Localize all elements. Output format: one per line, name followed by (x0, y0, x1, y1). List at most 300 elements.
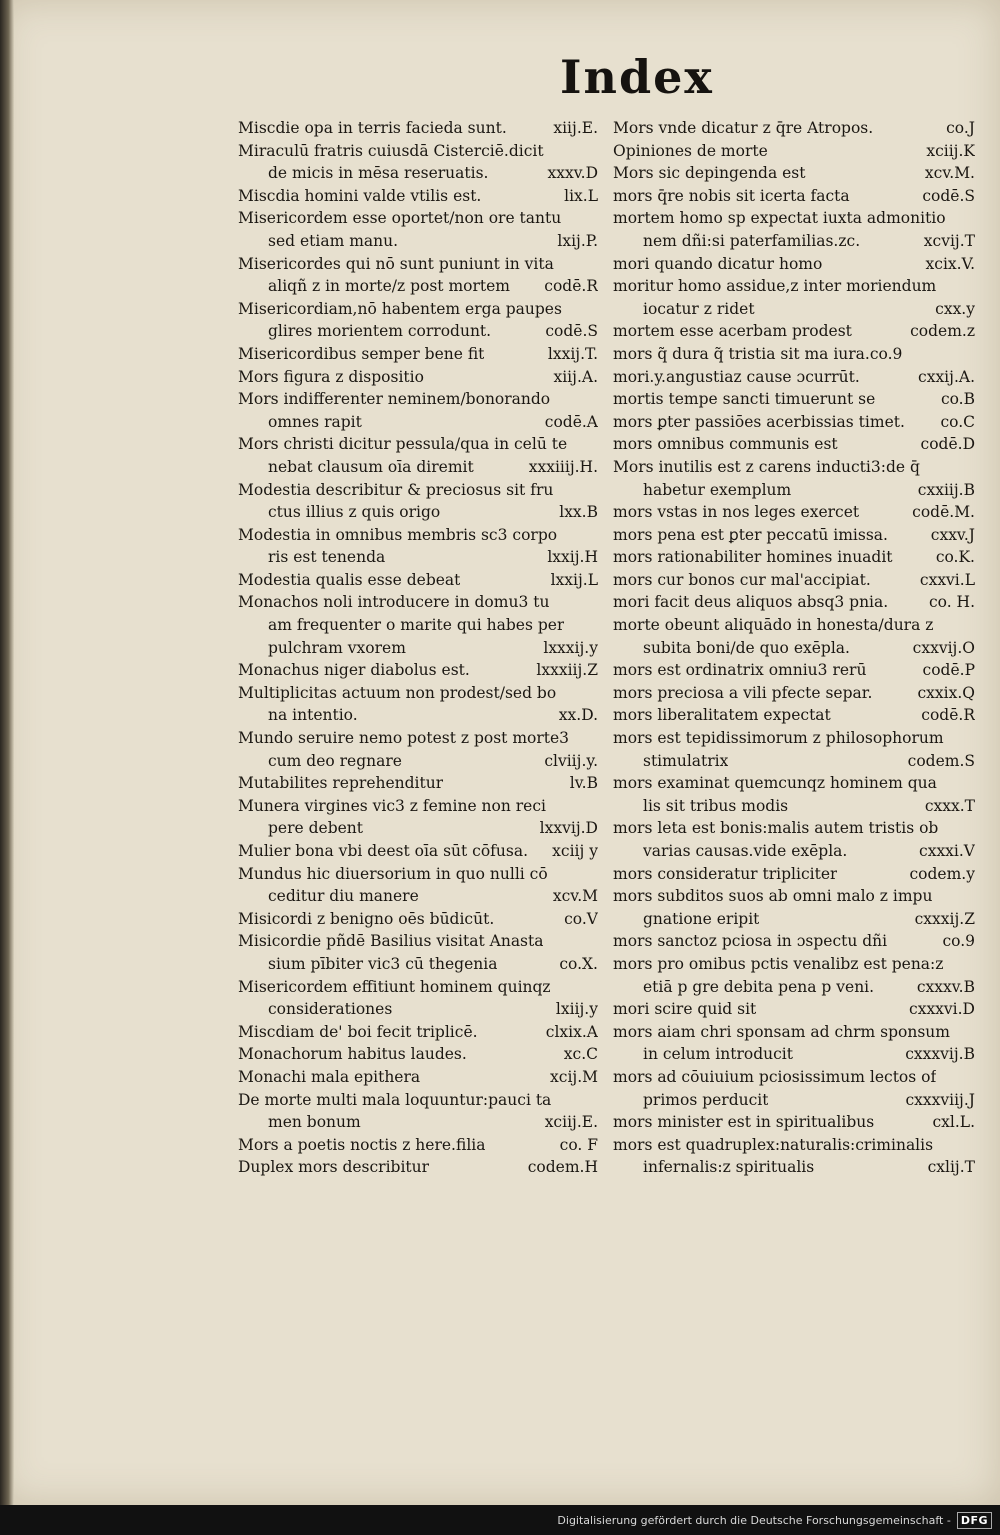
entry-line (613, 637, 975, 660)
index-entry (613, 704, 975, 727)
entry-line (238, 479, 598, 502)
entry-text: Mulier bona vbi deest oīa sūt cōfusa. (238, 842, 529, 860)
entry-text: Mors indifferenter neminem/bonorando (238, 390, 551, 409)
entry-text: morte obeunt aliquādo in honesta/dura z (613, 616, 934, 635)
index-entry (613, 117, 975, 140)
entry-line (613, 343, 975, 366)
index-entry (238, 1134, 598, 1157)
entry-reference: cxxv.J (930, 525, 975, 544)
entry-line (613, 207, 975, 230)
entry-line (613, 140, 975, 163)
entry-line (238, 388, 598, 411)
entry-text: Modestia in omnibus membris sc3 corpo (238, 525, 558, 544)
entry-text: Multiplicitas actuum non prodest/sed bo (238, 683, 557, 702)
entry-line (238, 501, 598, 524)
footer-bar (0, 1505, 1000, 1535)
index-entry (613, 140, 975, 163)
entry-text: mors aiam chri sponsam ad chrm sponsum (613, 1022, 950, 1041)
entry-line (613, 772, 975, 795)
entry-reference: xciij.E. (544, 1113, 598, 1132)
entry-text: men bonum (268, 1113, 361, 1132)
entry-reference: xcvij.T (923, 231, 975, 250)
entry-text: nem dñi:si paterfamilias.zc. (643, 231, 861, 250)
index-entry (613, 411, 975, 434)
entry-text: mors preciosa a vili pfecte separ. (613, 683, 873, 702)
entry-line (238, 863, 598, 886)
entry-text: mors consideratur tripliciter (613, 864, 838, 883)
index-entry (238, 591, 598, 659)
entry-reference: xcv.M. (924, 164, 975, 183)
entry-text: mors pro omibus pctis venalibz est pena:z (613, 954, 944, 973)
index-entry (238, 1089, 598, 1134)
index-entry (238, 117, 598, 140)
index-entry (613, 207, 975, 252)
entry-line (613, 704, 975, 727)
entry-text: am frequenter o marite qui habes per (268, 616, 565, 635)
entry-text: mors cur bonos cur mal'accipiat. (613, 570, 871, 589)
entry-text: Mutabilites reprehenditur (238, 774, 444, 793)
entry-line (238, 343, 598, 366)
entry-reference: codē.D (920, 435, 975, 454)
index-entry (238, 433, 598, 478)
entry-reference: codē.M. (912, 503, 975, 522)
entry-line (238, 817, 598, 840)
entry-line (613, 456, 975, 479)
entry-reference: xcij.M (550, 1067, 598, 1086)
entry-text: mors q̃ dura q̃ tristia sit ma iura.co.9 (613, 344, 903, 363)
entry-line (238, 524, 598, 547)
dfg-logo: DFG (957, 1512, 992, 1529)
index-entry (613, 366, 975, 389)
entry-reference: co.V (564, 909, 598, 928)
entry-text: pulchram vxorem (268, 638, 406, 657)
entry-line (613, 863, 975, 886)
index-entry (238, 298, 598, 343)
index-entry (238, 727, 598, 772)
entry-text: De morte multi mala loquuntur:pauci ta (238, 1090, 552, 1109)
entry-text: mors sanctoz pciosa in ɔspectu dñi (613, 932, 888, 951)
entry-line (613, 388, 975, 411)
index-entry (238, 1156, 598, 1179)
entry-line (238, 591, 598, 614)
entry-line (613, 930, 975, 953)
index-entry (238, 976, 598, 1021)
entry-line (613, 682, 975, 705)
entry-line (238, 930, 598, 953)
footer-credit: Digitalisierung gefördert durch die Deutsche Forschungsgemeinschaft - (557, 1513, 951, 1527)
index-entry (613, 930, 975, 953)
entry-reference: clviij.y. (544, 751, 598, 770)
entry-reference (969, 343, 975, 366)
entry-text: pere debent (268, 819, 364, 838)
entry-text: mors omnibus communis est (613, 435, 838, 454)
entry-reference: xcv.M (552, 887, 598, 906)
index-entry (613, 388, 975, 411)
entry-line (613, 1089, 975, 1112)
entry-reference: cxlij.T (927, 1158, 975, 1177)
index-entry (613, 863, 975, 886)
index-entry (613, 1134, 975, 1179)
entry-text: mors q̄re nobis sit icerta facta (613, 186, 850, 205)
entry-line (238, 998, 598, 1021)
entry-line (613, 433, 975, 456)
index-entry (613, 727, 975, 772)
entry-reference: xiij.E. (553, 119, 598, 137)
entry-line (613, 953, 975, 976)
entry-reference: codē.S (922, 186, 975, 205)
entry-line (613, 162, 975, 185)
entry-reference: lxxij.H (547, 548, 598, 567)
entry-text: mors rationabiliter homines inuadit (613, 548, 893, 567)
entry-text: Mors figura z dispositio (238, 367, 424, 386)
entry-text: Mors sic depingenda est (613, 164, 806, 183)
entry-line (613, 750, 975, 773)
entry-text: mors examinat quemcunqz hominem qua (613, 774, 937, 793)
entry-text: de micis in mēsa reseruatis. (268, 164, 489, 183)
entry-line (238, 1089, 598, 1112)
entry-line (238, 682, 598, 705)
entry-reference: cxx.y (935, 299, 975, 318)
entry-line (238, 976, 598, 999)
entry-reference: lxxxij.y (543, 638, 598, 657)
entry-reference: cxxx.T (924, 796, 975, 815)
entry-text: Mors christi dicitur pessula/qua in celū te (238, 435, 568, 454)
entry-line (613, 1021, 975, 1044)
entry-reference: codem.H (527, 1158, 598, 1177)
index-entry (613, 1066, 975, 1111)
entry-line (613, 659, 975, 682)
entry-text: varias causas.vide exēpla. (643, 842, 848, 860)
entry-reference: lxxij.L (550, 570, 598, 589)
entry-line (613, 117, 975, 140)
entry-line (238, 162, 598, 185)
index-entry (613, 614, 975, 659)
entry-reference: co.B (940, 390, 975, 409)
entry-reference: lv.B (569, 774, 598, 793)
entry-line (238, 298, 598, 321)
index-entry (238, 524, 598, 569)
entry-text: Modestia describitur & preciosus sit fru (238, 480, 554, 499)
entry-reference: co.K. (935, 548, 975, 567)
index-entry (613, 1111, 975, 1134)
entry-text: primos perducit (643, 1090, 769, 1109)
entry-text: mori scire quid sit (613, 1000, 757, 1019)
entry-line (613, 320, 975, 343)
entry-text: etiā p gre debita pena p veni. (643, 977, 875, 996)
entry-reference: co.J (946, 119, 975, 137)
entry-line (613, 411, 975, 434)
entry-line (238, 366, 598, 389)
index-entry (238, 840, 598, 863)
entry-line (238, 953, 598, 976)
entry-reference: cxxxvi.D (909, 1000, 975, 1019)
index-entry (613, 253, 975, 276)
entry-text: mors ꝑter passiōes acerbissias timet. (613, 412, 905, 431)
entry-reference: codem.y (909, 864, 975, 883)
entry-reference: lxiij.y (555, 1000, 598, 1019)
entry-text: mori quando dicatur homo (613, 254, 823, 273)
entry-text: Misericordem esse oportet/non ore tantu (238, 209, 562, 228)
entry-line (613, 253, 975, 276)
entry-line (238, 795, 598, 818)
entry-line (238, 140, 598, 163)
entry-text: mors subditos suos ab omni malo z impu (613, 887, 933, 906)
entry-text: mortis tempe sancti timuerunt se (613, 390, 876, 409)
index-entry (613, 320, 975, 343)
entry-line (613, 591, 975, 614)
index-entry (238, 659, 598, 682)
entry-line (613, 298, 975, 321)
entry-text: moritur homo assidue,z inter moriendum (613, 277, 937, 296)
entry-text: Monachi mala epithera (238, 1067, 421, 1086)
entry-reference: cxxij.A. (918, 367, 975, 386)
entry-line (613, 275, 975, 298)
entry-text: ceditur diu manere (268, 887, 419, 906)
entry-reference: cxxxij.Z (914, 909, 975, 928)
entry-line (238, 275, 598, 298)
entry-text: iocatur z ridet (643, 299, 755, 318)
entry-text: Munera virgines vic3 z femine non reci (238, 796, 546, 815)
entry-line (238, 185, 598, 208)
entry-text: Duplex mors describitur (238, 1158, 430, 1177)
entry-reference: cxxiij.B (917, 480, 975, 499)
entry-text: aliqñ z in morte/z post mortem (268, 277, 511, 296)
entry-text: mors est quadruplex:naturalis:criminalis (613, 1135, 934, 1154)
entry-reference: xcix.V. (925, 254, 975, 273)
entry-line (613, 1134, 975, 1157)
entry-reference: co. H. (928, 593, 975, 612)
index-entry (238, 366, 598, 389)
index-entry (613, 162, 975, 185)
index-entry (238, 1021, 598, 1044)
entry-reference: xiij.A. (553, 367, 598, 386)
entry-line (613, 1111, 975, 1134)
entry-line (238, 614, 598, 637)
entry-line (238, 1156, 598, 1179)
entry-reference: lxij.P. (557, 231, 598, 250)
entry-text: Monachos noli introducere in domu3 tu (238, 593, 550, 612)
entry-text: mors pena est ꝑter peccatū imissa. (613, 525, 888, 544)
index-entry (613, 659, 975, 682)
entry-text: omnes rapit (268, 412, 362, 431)
entry-reference: clxix.A (545, 1022, 598, 1041)
entry-text: sium pībiter vic3 cū thegenia (268, 954, 498, 973)
index-entry (238, 343, 598, 366)
entry-line (613, 908, 975, 931)
index-entry (613, 433, 975, 456)
entry-text: considerationes (268, 1000, 393, 1019)
index-entry (613, 275, 975, 320)
entry-text: Monachus niger diabolus est. (238, 661, 470, 680)
entry-reference: codē.R (921, 706, 975, 725)
entry-reference: co.9 (942, 932, 975, 951)
entry-text: sed etiam manu. (268, 231, 399, 250)
entry-reference: cxl.L. (932, 1113, 975, 1132)
index-entry (613, 343, 975, 366)
index-entry (238, 1043, 598, 1066)
entry-text: mors ad cōuiuium pciosissimum lectos of (613, 1067, 937, 1086)
index-entry (613, 456, 975, 501)
entry-line (238, 456, 598, 479)
entry-text: glires morientem corrodunt. (268, 322, 492, 341)
entry-text: Miraculū fratris cuiusdā Cisterciē.dicit (238, 141, 544, 160)
entry-text: Mors vnde dicatur z q̄re Atropos. (613, 119, 874, 137)
entry-line (613, 885, 975, 908)
index-entry (613, 885, 975, 930)
entry-reference: codē.P (922, 661, 975, 680)
entry-reference: cxxvij.O (912, 638, 975, 657)
entry-line (238, 704, 598, 727)
entry-reference: lxxxiij.Z (536, 661, 598, 680)
index-entry (238, 682, 598, 727)
entry-line (238, 840, 598, 863)
entry-text: Miscdie opa in terris facieda sunt. (238, 119, 507, 137)
index-entry (613, 569, 975, 592)
entry-reference: co.X. (559, 954, 598, 973)
entry-line (238, 207, 598, 230)
index-entry (238, 207, 598, 252)
entry-line (238, 433, 598, 456)
entry-text: Misicordie pñdē Basilius visitat Anasta (238, 932, 544, 951)
entry-reference: co.C (940, 412, 975, 431)
entry-text: mors vstas in nos leges exercet (613, 503, 860, 522)
entry-line (238, 1043, 598, 1066)
entry-line (613, 185, 975, 208)
entry-line (613, 1156, 975, 1179)
index-entry (238, 930, 598, 975)
entry-reference: xciij y (552, 842, 598, 860)
entry-reference: cxxxv.B (916, 977, 975, 996)
entry-reference: cxxvi.L (919, 570, 975, 589)
entry-text: lis sit tribus modis (643, 796, 789, 815)
entry-text: habetur exemplum (643, 480, 792, 499)
entry-line (613, 1066, 975, 1089)
entry-text: mortem esse acerbam prodest (613, 322, 852, 341)
entry-text: Misericordes qui nō sunt puniunt in vita (238, 254, 554, 273)
entry-line (613, 727, 975, 750)
index-column-right (613, 117, 975, 1179)
entry-text: gnatione eripit (643, 909, 760, 928)
entry-text: Misericordiam,nō habentem erga paupes (238, 299, 562, 318)
index-entry (613, 772, 975, 817)
entry-line (238, 908, 598, 931)
entry-line (238, 727, 598, 750)
index-entry (613, 501, 975, 524)
index-entry (613, 185, 975, 208)
entry-text: subita boni/de quo exēpla. (643, 638, 850, 657)
index-entry (238, 772, 598, 795)
entry-line (613, 795, 975, 818)
entry-line (613, 230, 975, 253)
entry-line (613, 998, 975, 1021)
entry-line (238, 411, 598, 434)
entry-line (238, 320, 598, 343)
index-entry (238, 1066, 598, 1089)
entry-text: stimulatrix (643, 751, 729, 770)
entry-text: infernalis:z spiritualis (643, 1158, 815, 1177)
index-entry (613, 591, 975, 614)
index-entry (238, 388, 598, 433)
page-title: Index (560, 50, 714, 104)
entry-line (613, 614, 975, 637)
entry-line (613, 817, 975, 840)
index-entry (238, 253, 598, 298)
entry-text: Miscdia homini valde vtilis est. (238, 186, 482, 205)
entry-text: na intentio. (268, 706, 358, 725)
entry-text: Misericordibus semper bene fit (238, 344, 485, 363)
entry-line (238, 1111, 598, 1134)
entry-text: mors est ordinatrix omniu3 rerū (613, 661, 867, 680)
entry-text: mors minister est in spiritualibus (613, 1113, 875, 1132)
entry-line (238, 772, 598, 795)
entry-line (238, 1134, 598, 1157)
entry-reference: cxxxi.V (919, 842, 975, 860)
entry-text: ctus illius z quis origo (268, 503, 441, 522)
entry-text: Opiniones de morte (613, 141, 768, 160)
index-entry (238, 908, 598, 931)
index-entry (238, 479, 598, 524)
entry-reference: lxxij.T. (547, 344, 598, 363)
entry-line (613, 569, 975, 592)
entry-line (238, 1021, 598, 1044)
entry-line (613, 546, 975, 569)
index-entry (613, 817, 975, 862)
entry-reference: co. F (559, 1135, 598, 1154)
entry-text: Misericordem effitiunt hominem quinqz (238, 977, 551, 996)
entry-reference: codē.R (544, 277, 598, 296)
entry-line (238, 117, 598, 140)
index-entry (613, 1021, 975, 1066)
entry-line (238, 546, 598, 569)
index-entry (613, 953, 975, 998)
entry-reference: xxxiiij.H. (528, 457, 598, 476)
index-column-left (238, 117, 598, 1179)
entry-reference: xxxv.D (547, 164, 598, 183)
entry-reference: xc.C (563, 1045, 598, 1064)
index-entry (238, 185, 598, 208)
page-binding-edge (0, 0, 14, 1505)
entry-text: mors leta est bonis:malis autem tristis ob (613, 819, 939, 838)
entry-reference: codem.z (910, 322, 975, 341)
entry-reference: lxx.B (559, 503, 598, 522)
index-entry (613, 682, 975, 705)
entry-text: ris est tenenda (268, 548, 386, 567)
entry-reference: codem.S (907, 751, 975, 770)
entry-text: mors liberalitatem expectat (613, 706, 831, 725)
entry-line (238, 637, 598, 660)
entry-line (613, 479, 975, 502)
entry-reference: codē.S (545, 322, 598, 341)
index-entry (613, 546, 975, 569)
entry-text: Miscdiam de' boi fecit triplicē. (238, 1022, 478, 1041)
index-entry (613, 524, 975, 547)
entry-text: in celum introducit (643, 1045, 793, 1064)
entry-line (238, 659, 598, 682)
entry-text: Mundus hic diuersorium in quo nulli cō (238, 864, 548, 883)
entry-reference: codē.A (544, 412, 598, 431)
entry-line (238, 569, 598, 592)
entry-text: Mundo seruire nemo potest z post morte3 (238, 729, 570, 748)
entry-reference: xx.D. (558, 706, 598, 725)
entry-text: mors est tepidissimorum z philosophorum (613, 729, 944, 748)
entry-line (238, 1066, 598, 1089)
entry-line (613, 524, 975, 547)
entry-line (613, 840, 975, 863)
entry-text: Misicordi z benigno oēs būdicūt. (238, 909, 495, 928)
entry-reference: cxxix.Q (917, 683, 975, 702)
entry-reference: xciij.K (926, 141, 975, 160)
index-entry (613, 998, 975, 1021)
